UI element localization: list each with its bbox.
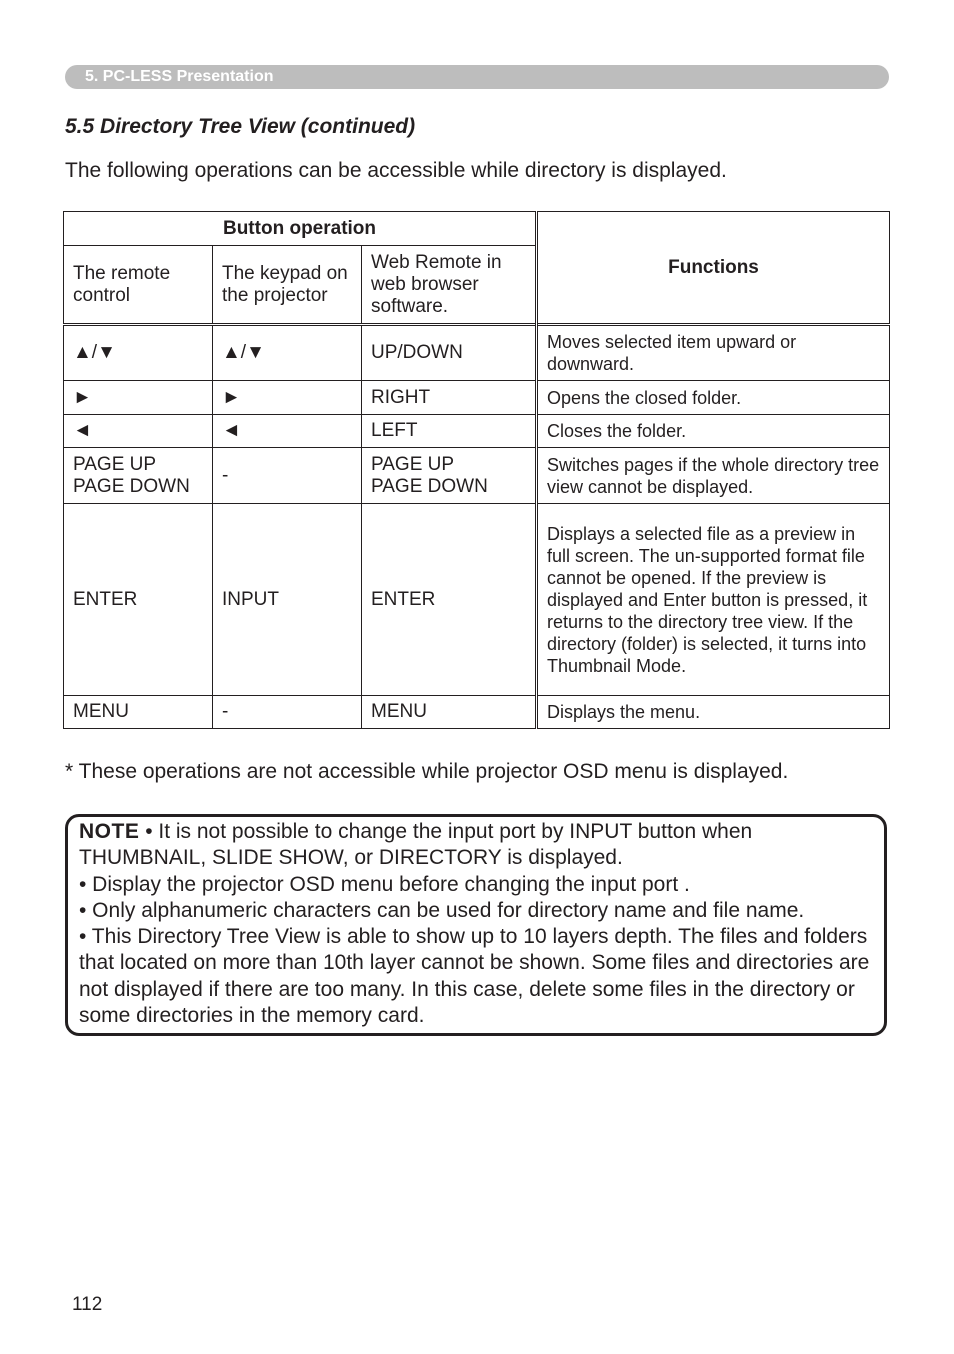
table-row: [64, 448, 890, 504]
remote-cell: ◄: [64, 415, 213, 448]
button-operation-header: Button operation: [64, 212, 537, 246]
section-header-label: 5. PC-LESS Presentation: [85, 68, 274, 85]
table-row: [64, 696, 890, 729]
web-cell: MENU: [362, 696, 537, 729]
section-title: 5.5 Directory Tree View (continued): [65, 115, 416, 138]
remote-cell: ►: [64, 381, 213, 415]
function-cell: Moves selected item upward or downward.: [537, 325, 890, 381]
functions-header: Functions: [537, 212, 890, 325]
note-box: [65, 814, 887, 1036]
function-cell: Switches pages if the whole directory tree view cannot be displayed.: [537, 448, 890, 504]
table-row: [64, 325, 890, 381]
keypad-cell: -: [213, 696, 362, 729]
web-cell: ENTER: [362, 504, 537, 696]
web-cell: UP/DOWN: [362, 325, 537, 381]
operations-table: [63, 211, 890, 729]
web-cell: LEFT: [362, 415, 537, 448]
function-cell: Opens the closed folder.: [537, 381, 890, 415]
section-header-bar: [65, 65, 889, 89]
table-row: [64, 504, 890, 696]
keypad-cell: INPUT: [213, 504, 362, 696]
note-item: [79, 819, 874, 872]
web-cell: PAGE UP PAGE DOWN: [362, 448, 537, 504]
subheader-web-remote: Web Remote in web browser software.: [362, 246, 537, 325]
web-cell: RIGHT: [362, 381, 537, 415]
table-row: [64, 415, 890, 448]
footnote: * These operations are not accessible while projector OSD menu is displayed.: [65, 760, 789, 783]
subheader-keypad: The keypad on the projector: [213, 246, 362, 325]
keypad-cell: ◄: [213, 415, 362, 448]
table-row: [64, 381, 890, 415]
note-label: NOTE: [79, 820, 140, 843]
remote-cell: PAGE UP PAGE DOWN: [64, 448, 213, 504]
remote-cell: ENTER: [64, 504, 213, 696]
function-cell: Closes the folder.: [537, 415, 890, 448]
intro-text: The following operations can be accessible while directory is displayed.: [65, 159, 727, 182]
keypad-cell: -: [213, 448, 362, 504]
page-number: 112: [72, 1294, 103, 1315]
remote-cell: MENU: [64, 696, 213, 729]
note-item: • Only alphanumeric characters can be used for directory name and file name.: [79, 898, 805, 922]
note-item: • Display the projector OSD menu before changing the input port .: [79, 872, 690, 896]
subheader-remote: The remote control: [64, 246, 213, 325]
keypad-cell: ▲/▼: [213, 325, 362, 381]
function-cell: Displays a selected file as a preview in full screen. The un-supported format file cannot be opened. If the preview is displayed and Enter button is pressed, it returns to the directory tree view. If the directory (folder) is selected, it turns into Thumbnail Mode.: [537, 504, 890, 696]
note-item: • This Directory Tree View is able to show up to 10 layers depth. The files and folders that located on more than 10th layer cannot be shown. Some files and directories are not displayed if there are too many. In this case, delete some files in the directory or some directories in the memory card.: [79, 925, 870, 1028]
remote-cell: ▲/▼: [64, 325, 213, 381]
note-item-text: • It is not possible to change the input port by INPUT button when THUMBNAIL, SLIDE SHOW, or DIRECTORY is displayed.: [79, 820, 753, 870]
keypad-cell: ►: [213, 381, 362, 415]
function-cell: Displays the menu.: [537, 696, 890, 729]
